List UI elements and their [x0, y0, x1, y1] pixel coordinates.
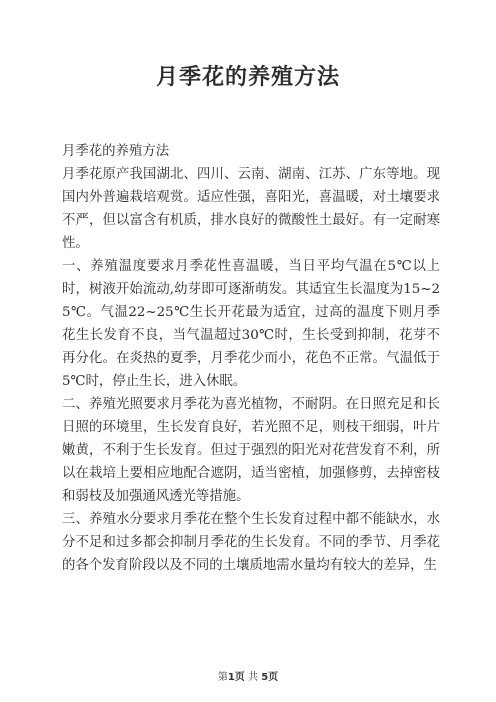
document-body — [62, 140, 440, 577]
paragraph-subtitle: 月季花的养殖方法 — [62, 144, 170, 159]
page-footer — [0, 668, 496, 683]
footer-middle: 共 — [248, 672, 258, 683]
paragraph-light: 二、养殖光照要求月季花为喜光植物，不耐阴。在日照充足和长日照的环境里，生长发育良好，若光照不足，则枝干细弱，叶片嫩黄，不利于生长发育。但过于强烈的阳光对花营发育不利，所以在栽培上要相应地配合遮阴，适当密植，加强修剪，去掉密枝和弱枝及加强通风透光等措施。 — [62, 397, 440, 504]
paragraph-water: 三、养殖水分要求月季花在整个生长发育过程中都不能缺水，水分不足和过多都会抑制月季花的生长发育。不同的季节、月季花的各个发育阶段以及不同的土壤质地需水量均有较大的差异，生 — [62, 512, 440, 573]
footer-page-number: 1页 — [227, 672, 245, 683]
paragraph-temperature: 一、养殖温度要求月季花性喜温暖，当日平均气温在5℃以上时，树液开始流动,幼芽即可逐渐萌发。其适宜生长温度为15~25℃。气温22~25℃生长开花最为适宜，过高的温度下则月季花生长发育不良，当气温超过30℃时，生长受到抑制，花芽不再分化。在炎热的夏季，月季花少而小，花色不正常。气温低于5℃时，停止生长，进入休眠。 — [62, 259, 440, 389]
footer-prefix: 第 — [217, 672, 228, 683]
document-title: 月季花的养殖方法 — [155, 65, 340, 90]
paragraph-intro: 月季花原产我国湖北、四川、云南、湖南、江苏、广东等地。现国内外普遍栽培观赏。适应性强，喜阳光，喜温暖，对土壤要求不严，但以富含有机质，排水良好的微酸性土最好。有一定耐寒性。 — [62, 167, 440, 251]
footer-total-pages: 5页 — [261, 672, 279, 683]
